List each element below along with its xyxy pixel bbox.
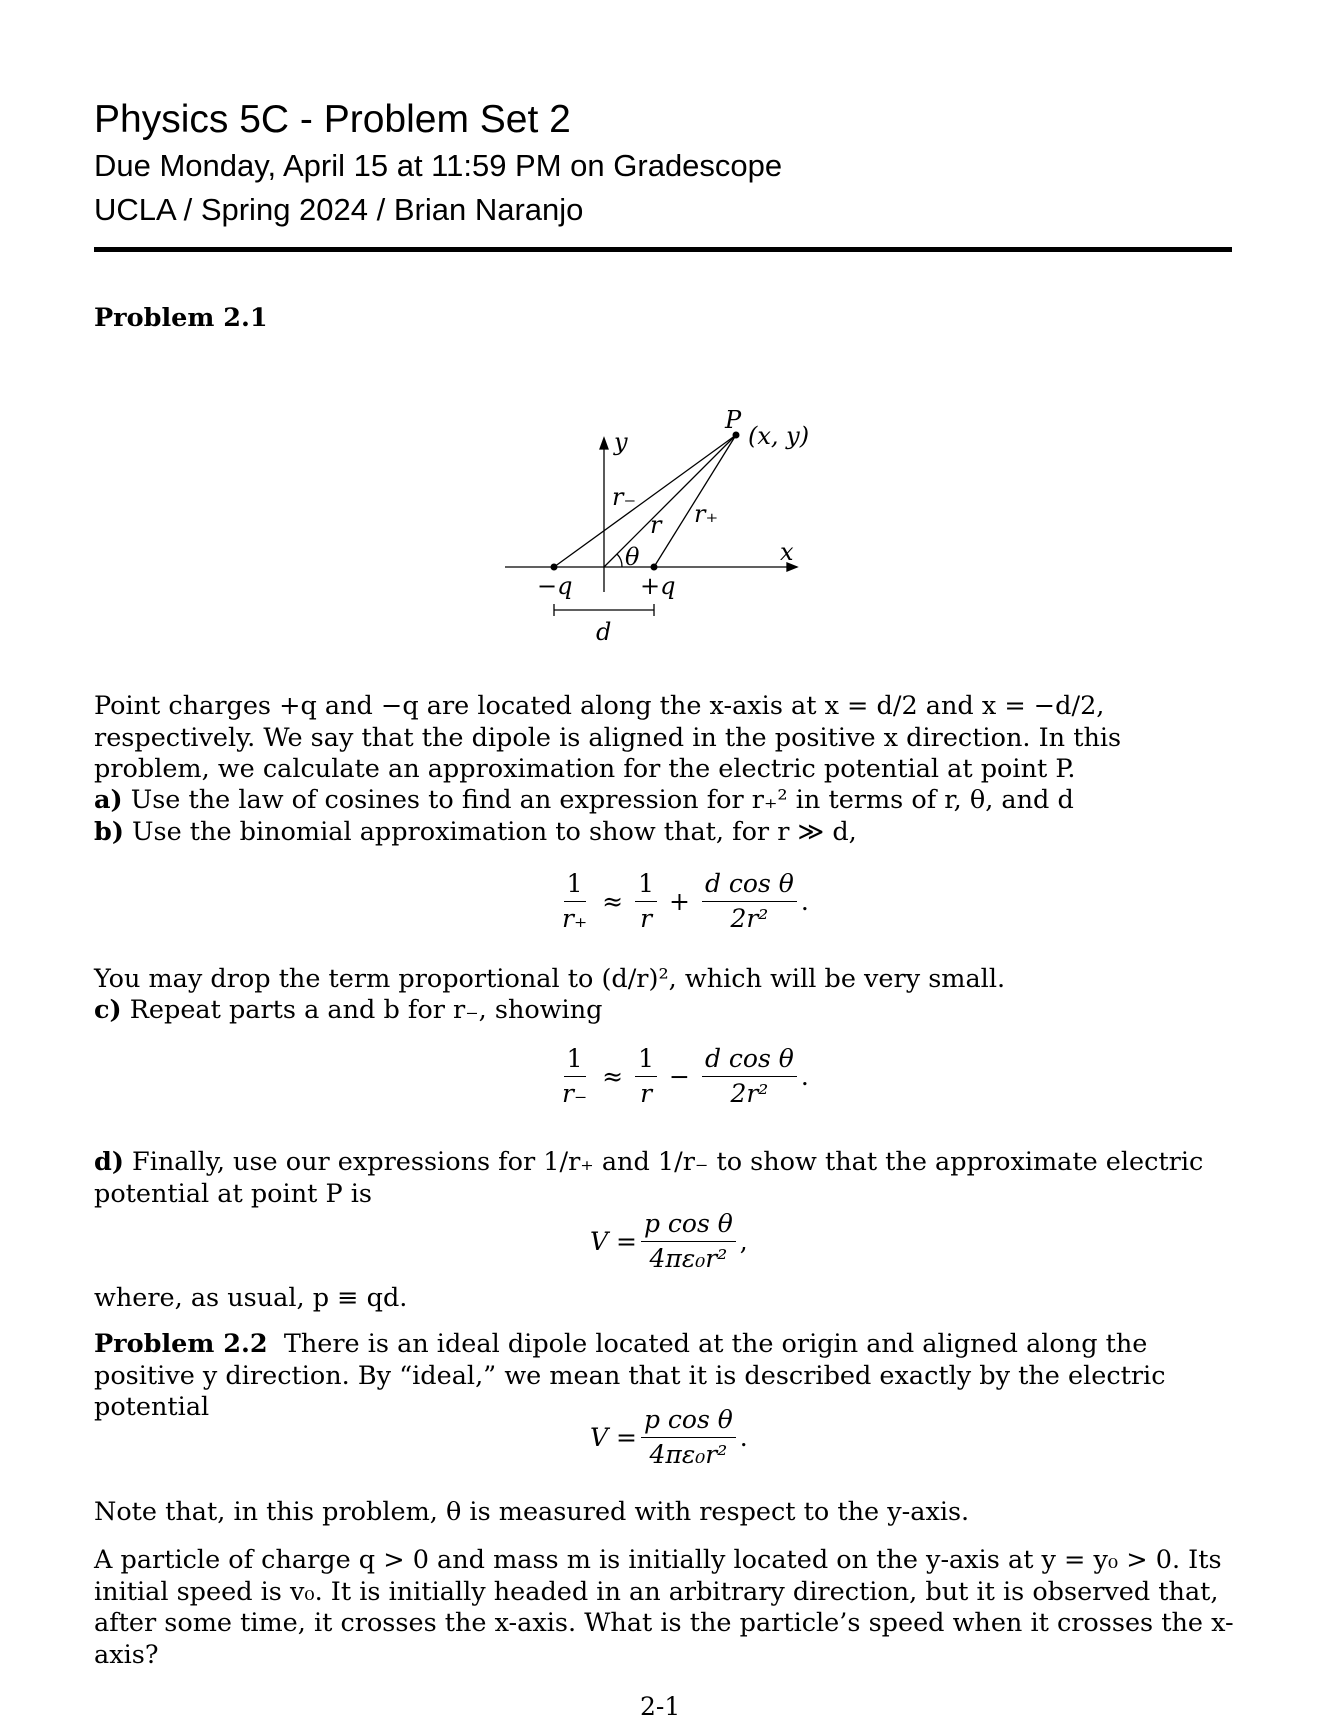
- label-r-plus: r₊: [694, 500, 719, 528]
- part-b: [94, 817, 1239, 849]
- problem-2-1-heading: Problem 2.1: [94, 303, 268, 333]
- label-point-coords: (x, y): [748, 422, 810, 450]
- label-y: y: [614, 428, 628, 456]
- problem-2-2-intro: There is an ideal dipole located at the origin and aligned along the positive y direction. By “ideal,” we mean that it is described exactly by the electric potential: [94, 1329, 1166, 1422]
- part-b-label: b): [94, 817, 124, 847]
- part-a: [94, 785, 1239, 817]
- part-a-label: a): [94, 785, 123, 815]
- equation-r-plus: $\frac{1}{r_+}$ ≈ $\frac{1}{r}$ + $\frac{\text{d cos θ}}{\text{2r²}}$ .: [562, 869, 809, 933]
- part-d: [94, 1147, 1239, 1210]
- problem-2-2-question: A particle of charge q > 0 and mass m is initially located on the y-axis at y = y₀ > 0. Its initial speed is v₀. It is initially headed in an arbitrary direction, but it is observed that, after some time, it crosses the x-axis. What is the particle’s speed when it crosses the x-axis?: [94, 1545, 1234, 1670]
- equation-ideal-dipole: V = $\frac{\text{p cos θ}}{\text{4πε₀r²}}$ .: [590, 1405, 748, 1469]
- positive-charge: [651, 564, 658, 571]
- label-neg-q: −q: [537, 572, 573, 600]
- problem-2-2-heading: Problem 2.2: [94, 1329, 268, 1359]
- label-pos-q: +q: [640, 572, 676, 600]
- document-title: Physics 5C - Problem Set 2: [94, 98, 571, 141]
- problem-2-1-intro: Point charges +q and −q are located along the x-axis at x = d/2 and x = −d/2, respectively. We say that the dipole is aligned in the positive x direction. In this problem, we calculate an approximation for the electric potential at point P.: [94, 691, 1122, 784]
- part-c: [94, 995, 1239, 1027]
- equation-r-minus: $\frac{1}{r_-}$ ≈ $\frac{1}{r}$ − $\frac{\text{d cos θ}}{\text{2r²}}$ .: [562, 1044, 809, 1108]
- label-d: d: [596, 618, 612, 646]
- where-text: where, as usual, p ≡ qd.: [94, 1283, 408, 1313]
- drop-note: You may drop the term proportional to (d/r)², which will be very small.: [94, 964, 1006, 994]
- label-r: r: [650, 511, 662, 539]
- theta-arc: [617, 554, 622, 567]
- part-d-label: d): [94, 1147, 124, 1177]
- part-c-label: c): [94, 995, 122, 1025]
- label-theta: θ: [625, 543, 640, 571]
- negative-charge: [551, 564, 558, 571]
- equation-potential-approx: V = $\frac{\text{p cos θ}}{\text{4πε₀r²}}$ ,: [590, 1209, 748, 1273]
- dipole-figure: [0, 0, 1337, 680]
- part-a-text: Use the law of cosines to find an expression for r₊² in terms of r, θ, and d: [130, 785, 1074, 815]
- course-info: UCLA / Spring 2024 / Brian Naranjo: [94, 192, 584, 227]
- y-axis-arrow: [600, 438, 608, 449]
- theta-note: Note that, in this problem, θ is measured with respect to the y-axis.: [94, 1497, 970, 1527]
- page-number: 2-1: [640, 1692, 681, 1721]
- label-x: x: [780, 538, 794, 566]
- part-d-text: Finally, use our expressions for 1/r₊ and 1/r₋ to show that the approximate electric potential at point P is: [94, 1147, 1204, 1209]
- label-r-minus: r₋: [612, 483, 637, 511]
- part-c-text: Repeat parts a and b for r₋, showing: [129, 995, 603, 1025]
- label-P: P: [725, 406, 742, 434]
- part-b-text: Use the binomial approximation to show that, for r ≫ d,: [132, 817, 857, 847]
- due-date: Due Monday, April 15 at 11:59 PM on Gradescope: [94, 148, 783, 183]
